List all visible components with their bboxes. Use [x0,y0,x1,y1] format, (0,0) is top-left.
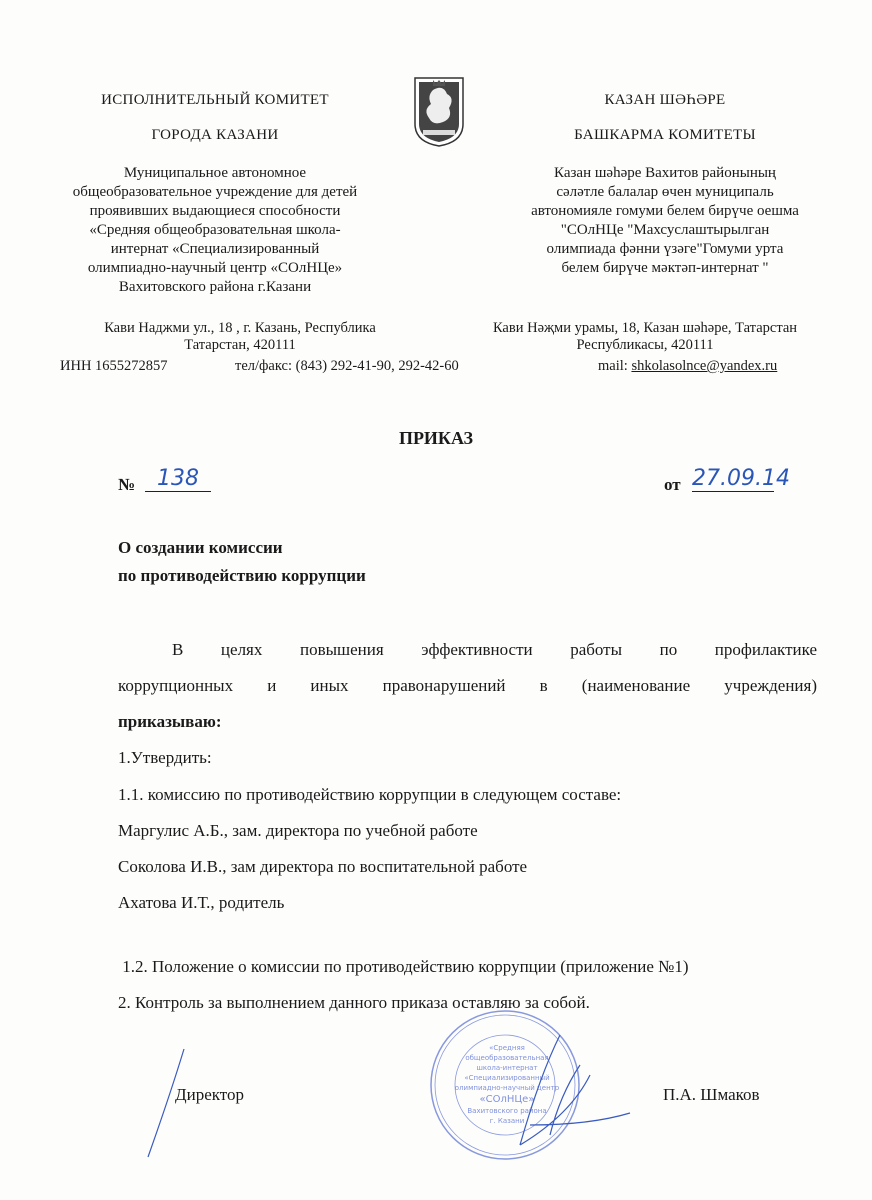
org-line: "СОлНЦе "Махсуслаштырылган [560,222,770,238]
org-line: белем бирүче мәктәп-интернат " [561,260,769,276]
left-address-line-2: Татарстан, 420111 [184,337,296,353]
org-line: Вахитовского района г.Казани [118,279,312,295]
svg-text:олимпиадно-научный центр: олимпиадно-научный центр [454,1084,560,1092]
phone-fax: тел/факс: (843) 292-41-90, 292-42-60 [235,358,459,374]
pen-stroke-mark [140,1045,190,1165]
item-1: 1.Утвердить: [118,748,212,767]
order-word: приказываю: [118,712,222,731]
org-line: «Средняя общеобразовательная школа- [89,222,341,238]
signature-position: Директор [175,1085,244,1104]
item-2: 2. Контроль за выполнением данного приказа оставляю за собой. [118,993,590,1012]
item-1-2: 1.2. Положение о комиссии по противодействию коррупции (приложение №1) [118,957,689,976]
order-date-field [692,466,790,492]
svg-text:школа-интернат: школа-интернат [476,1064,538,1072]
member-1: Маргулис А.Б., зам. директора по учебной работе [118,821,478,840]
right-title-2: БАШКАРМА КОМИТЕТЫ [574,127,756,143]
right-org-block [480,164,850,278]
org-line: общеобразовательное учреждение для детей [72,184,358,200]
paragraph-line-1: В целях повышения эффективности работы по профилактике [172,640,817,659]
kazan-coat-of-arms-icon [413,74,465,148]
order-date: 27.09.14 [692,466,790,491]
left-title-2: ГОРОДА КАЗАНИ [151,127,279,143]
right-address-line-1: Кави Нәҗми урамы, 18, Казан шәһәре, Татарстан [492,320,798,336]
subject-line-1: О создании комиссии [118,538,283,557]
left-title-1: ИСПОЛНИТЕЛЬНЫЙ КОМИТЕТ [101,92,329,108]
left-address-line-1: Кави Наджми ул., 18 , г. Казань, Республика [104,320,376,336]
org-line: Муниципальное автономное [123,165,307,181]
right-title-1: КАЗАН ШӘҺӘРЕ [604,92,726,108]
org-line: олимпиада фәнни үзәге"Гомуми урта [546,241,784,257]
order-number-label: № [118,475,136,494]
org-line: проявивших выдающиеся способности [89,203,341,219]
subject-line-2: по противодействию коррупции [118,566,366,585]
mail-label: mail: [598,358,632,374]
org-line: Казан шәһәре Вахитов районының [554,165,776,181]
svg-text:«СОлНЦе»: «СОлНЦе» [479,1094,535,1105]
org-line: сәләтле балалар өчен муниципаль [556,184,774,200]
member-3: Ахатова И.Т., родитель [118,893,285,912]
paragraph-line-2: коррупционных и иных правонарушений в (наименование учреждения) [118,676,817,695]
org-line: олимпиадно-научный центр «СОлНЦе» [87,260,343,276]
item-1-1: 1.1. комиссию по противодействию коррупции в следующем составе: [118,785,622,804]
right-address-line-2: Республикасы, 420111 [576,337,714,353]
official-stamp [410,1005,640,1175]
org-line: автономияле гомуми белем бирүче оешма [531,203,799,219]
svg-text:Вахитовского района: Вахитовского района [467,1107,547,1115]
svg-text:общеобразовательная: общеобразовательная [465,1054,549,1062]
order-date-label: от [664,475,681,494]
org-line: интернат «Специализированный [110,241,320,257]
svg-text:«Специализированный: «Специализированный [464,1074,550,1082]
svg-text:«Средняя: «Средняя [489,1044,525,1052]
order-number-field [145,466,211,492]
email-link[interactable]: shkolasolnce@yandex.ru [631,358,778,374]
email-line [598,358,777,375]
left-org-block [30,164,400,297]
svg-text:г. Казани: г. Казани [489,1117,525,1125]
signature-name: П.А. Шмаков [663,1085,760,1104]
member-2: Соколова И.В., зам директора по воспитательной работе [118,857,528,876]
inn: ИНН 1655272857 [60,358,168,374]
order-number: 138 [157,466,199,491]
order-title: ПРИКАЗ [398,428,474,448]
